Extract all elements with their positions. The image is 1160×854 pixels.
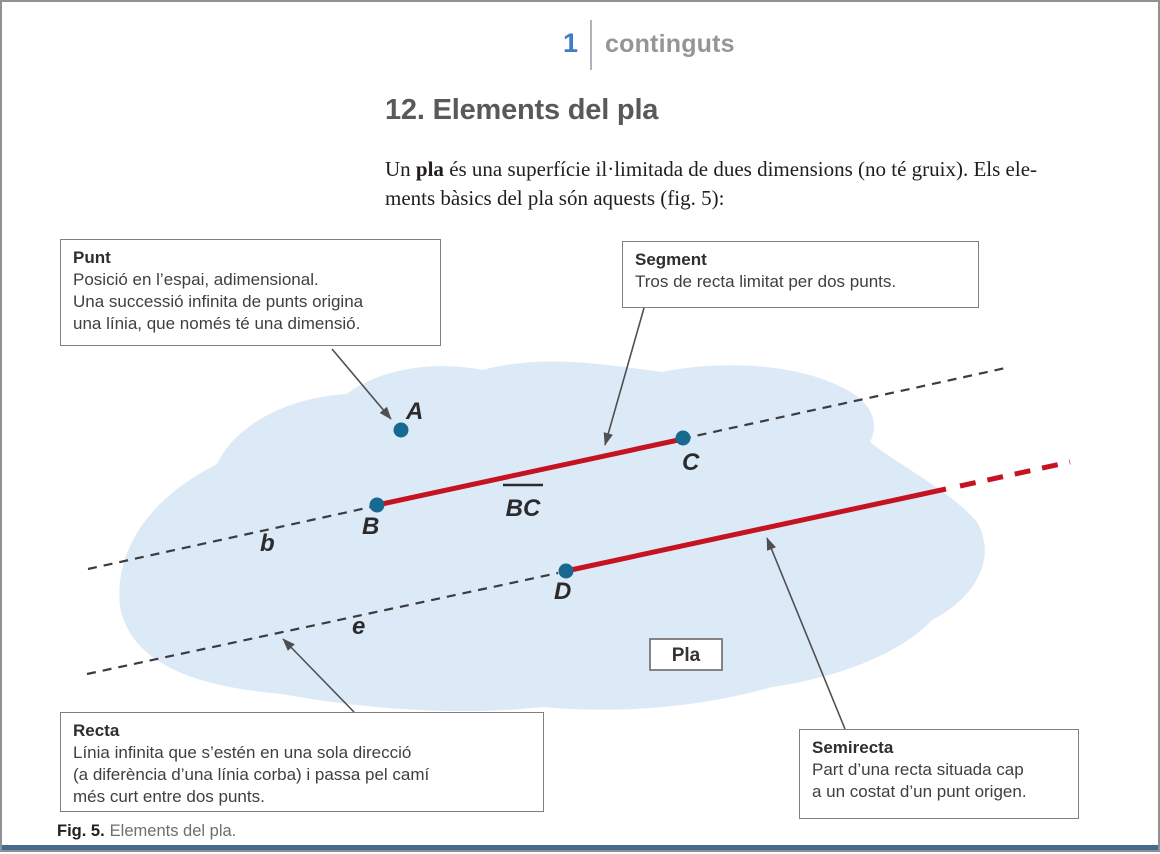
plane-tag-label: Pla (671, 645, 701, 666)
callout-punt-line: Una successió infinita de punts origina (73, 292, 364, 311)
semirecta-dashed (960, 462, 1070, 486)
callout-semirecta-line: Part d’una recta situada cap (812, 760, 1024, 779)
callout-segment-line: Tros de recta limitat per dos punts. (635, 272, 897, 291)
intro-line-2: ments bàsics del pla són aquests (fig. 5): (385, 186, 725, 210)
callout-semirecta (799, 729, 1079, 819)
label-point-a: A (406, 398, 424, 425)
header-section-label: continguts (605, 30, 735, 58)
point-d (559, 564, 574, 579)
callout-punt-line: Posició en l’espai, adimensional. (73, 270, 319, 289)
label-segment-bc: BC (505, 495, 541, 522)
point-c (676, 431, 691, 446)
label-point-b: B (362, 513, 380, 540)
page-number: 1 (562, 28, 578, 58)
callout-recta (60, 712, 544, 812)
callout-punt-line: una línia, que només té una dimensió. (73, 314, 361, 333)
page-title: 12. Elements del pla (385, 94, 659, 126)
point-b (370, 498, 385, 513)
label-point-c: C (682, 449, 700, 476)
bold-term-pla: pla (415, 157, 444, 181)
label-line-e: e (352, 613, 366, 640)
callout-semirecta-title: Semirecta (812, 738, 894, 757)
callout-recta-line: més curt entre dos punts. (73, 787, 265, 806)
label-point-d: D (554, 578, 572, 605)
callout-semirecta-line: a un costat d’un punt origen. (812, 782, 1027, 801)
figure-caption-label: Fig. 5. (57, 822, 105, 840)
plane-blob (119, 361, 984, 711)
callout-segment-title: Segment (635, 250, 707, 269)
callout-recta-line: (a diferència d’una línia corba) i passa pel camí (73, 765, 430, 784)
callout-punt-title: Punt (73, 248, 111, 267)
intro-line-1: Un pla és una superfície il·limitada de dues dimensions (no té gruix). Els ele- (385, 157, 1038, 181)
callout-punt (60, 239, 441, 346)
callout-segment (622, 241, 979, 308)
callout-recta-title: Recta (73, 721, 120, 740)
figure-caption-text: Elements del pla. (109, 822, 237, 840)
label-line-b: b (260, 530, 275, 557)
callout-recta-line: Línia infinita que s’estén en una sola direcció (73, 743, 412, 762)
